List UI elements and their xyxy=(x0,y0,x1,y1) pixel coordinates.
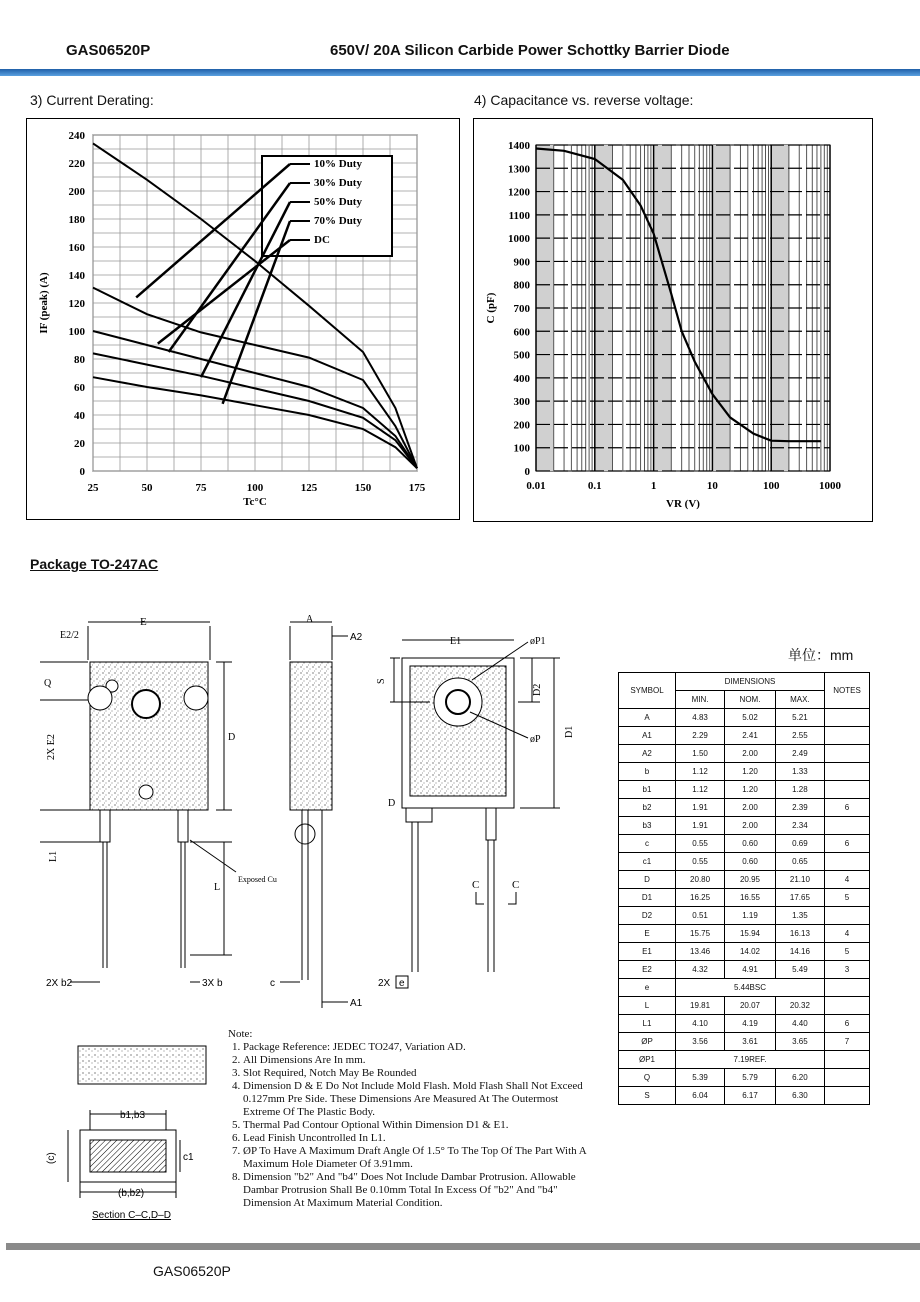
cell-min: 0.55 xyxy=(676,835,725,853)
cell-nom: 1.20 xyxy=(725,763,776,781)
cell-symbol: b2 xyxy=(619,799,676,817)
x-tick-label: 25 xyxy=(87,482,99,494)
cell-nom: 3.61 xyxy=(725,1033,776,1051)
table-row xyxy=(619,799,870,817)
th-symbol: SYMBOL xyxy=(619,673,676,709)
label-Q: Q xyxy=(44,678,52,689)
capacitance-chart xyxy=(474,119,872,521)
label-phiP1: øP1 xyxy=(530,636,546,647)
cell-nom: 16.55 xyxy=(725,889,776,907)
cell-min: 20.80 xyxy=(676,871,725,889)
cell-note xyxy=(825,763,870,781)
cell-min: 13.46 xyxy=(676,943,725,961)
cell-max: 5.49 xyxy=(775,961,824,979)
y-tick-label: 1000 xyxy=(508,233,530,246)
label-b1-b3: b1,b3 xyxy=(120,1110,146,1121)
inner-hole xyxy=(446,690,470,714)
cell-nom: 15.94 xyxy=(725,925,776,943)
cell-symbol: b3 xyxy=(619,817,676,835)
cell-min: 15.75 xyxy=(676,925,725,943)
cell-symbol: c1 xyxy=(619,853,676,871)
cell-symbol: ØP1 xyxy=(619,1051,676,1069)
x-axis-label: Tc°C xyxy=(243,496,267,508)
cell-max: 17.65 xyxy=(775,889,824,907)
table-row xyxy=(619,907,870,925)
cell-symbol: E1 xyxy=(619,943,676,961)
label-2x-b2: 2X b2 xyxy=(46,978,73,989)
cell-nom: 14.02 xyxy=(725,943,776,961)
cell-note: 5 xyxy=(825,889,870,907)
label-S: S xyxy=(376,678,387,684)
y-tick-label: 1400 xyxy=(508,140,530,152)
label-b-b2: (b,b2) xyxy=(118,1188,145,1199)
label-E: E xyxy=(140,616,147,628)
cell-note: 4 xyxy=(825,871,870,889)
cell-min: 4.32 xyxy=(676,961,725,979)
table-row xyxy=(619,1033,870,1051)
cell-max: 6.30 xyxy=(775,1087,824,1105)
cell-note xyxy=(825,997,870,1015)
front-view xyxy=(40,622,236,982)
cell-symbol: S xyxy=(619,1087,676,1105)
y-tick-label: 120 xyxy=(68,298,85,310)
table-row xyxy=(619,979,870,997)
cell-nom: 1.19 xyxy=(725,907,776,925)
y-tick-label: 700 xyxy=(513,303,530,315)
derating-section-label: 3) Current Derating: xyxy=(30,92,154,108)
y-tick-label: 100 xyxy=(513,442,530,455)
cell-symbol: c xyxy=(619,835,676,853)
note-item: 3. Slot Required, Notch May Be Rounded xyxy=(243,1067,588,1080)
label-phiP: øP xyxy=(530,734,541,745)
section-hatch xyxy=(90,1140,166,1172)
lead-left-shoulder xyxy=(100,810,110,842)
cell-max: 16.13 xyxy=(775,925,824,943)
cell-note xyxy=(825,979,870,997)
x-tick-label: 75 xyxy=(195,482,207,494)
x-tick-label: 50 xyxy=(141,482,153,494)
cell-nom: 0.60 xyxy=(725,835,776,853)
table-row xyxy=(619,781,870,799)
table-row xyxy=(619,817,870,835)
label-A2: A2 xyxy=(350,632,363,643)
cell-min: 3.56 xyxy=(676,1033,725,1051)
derating-chart-frame xyxy=(26,118,460,520)
y-tick-label: 180 xyxy=(68,214,85,226)
cell-nom: 2.00 xyxy=(725,745,776,763)
cell-max: 1.28 xyxy=(775,781,824,799)
y-axis-label: C (pF) xyxy=(485,292,497,324)
cell-nom: 4.19 xyxy=(725,1015,776,1033)
table-row xyxy=(619,727,870,745)
cell-nom: 2.41 xyxy=(725,727,776,745)
cell-max: 2.49 xyxy=(775,745,824,763)
cell-symbol: L xyxy=(619,997,676,1015)
x-tick-label: 10 xyxy=(706,480,718,492)
x-tick-label: 125 xyxy=(300,482,318,494)
y-tick-label: 0 xyxy=(524,466,530,478)
note-item: 6. Lead Finish Uncontrolled In L1. xyxy=(243,1132,588,1145)
label-C-right: C xyxy=(512,879,520,891)
x-tick-label: 175 xyxy=(408,482,426,494)
x-tick-label: 0.1 xyxy=(587,480,602,492)
table-row xyxy=(619,1069,870,1087)
table-row xyxy=(619,889,870,907)
cell-min: 1.91 xyxy=(676,817,725,835)
y-tick-label: 140 xyxy=(68,270,85,282)
cell-min: 4.83 xyxy=(676,709,725,727)
side-view xyxy=(280,622,348,1008)
label-D-view: D xyxy=(388,798,396,809)
note-item: 1. Package Reference: JEDEC TO247, Variation AD. xyxy=(243,1041,588,1054)
label-A: A xyxy=(306,614,314,625)
cell-note xyxy=(825,745,870,763)
cell-note xyxy=(825,781,870,799)
label-C-left: C xyxy=(472,879,480,891)
dimensions-table-body xyxy=(619,709,870,1105)
table-row xyxy=(619,943,870,961)
package-thumbnail xyxy=(78,1046,206,1084)
cell-nom: 6.17 xyxy=(725,1087,776,1105)
table-row xyxy=(619,835,870,853)
cell-max: 2.55 xyxy=(775,727,824,745)
table-row xyxy=(619,1015,870,1033)
derating-chart xyxy=(27,119,459,519)
cell-min: 16.25 xyxy=(676,889,725,907)
y-tick-label: 1100 xyxy=(508,209,530,222)
cell-symbol: A1 xyxy=(619,727,676,745)
cell-note xyxy=(825,1051,870,1069)
footer-part-number: GAS06520P xyxy=(153,1263,231,1279)
y-tick-label: 400 xyxy=(513,372,530,385)
cell-symbol: E2 xyxy=(619,961,676,979)
y-tick-label: 20 xyxy=(74,438,85,450)
cell-symbol: e xyxy=(619,979,676,997)
cell-max: 0.69 xyxy=(775,835,824,853)
cell-max: 3.65 xyxy=(775,1033,824,1051)
cell-nom: 5.79 xyxy=(725,1069,776,1087)
cell-min: 2.29 xyxy=(676,727,725,745)
cell-nom: 2.00 xyxy=(725,817,776,835)
cell-max: 6.20 xyxy=(775,1069,824,1087)
th-max: MAX. xyxy=(775,691,824,709)
note-item: 7. ØP To Have A Maximum Draft Angle Of 1.5° To The Top Of The Part With A Maximum Hole Diameter Of 3.91mm. xyxy=(243,1145,588,1171)
y-axis-label: IF (peak) (A) xyxy=(38,272,50,334)
y-tick-label: 600 xyxy=(513,326,530,339)
label-D: D xyxy=(228,732,236,743)
y-tick-label: 300 xyxy=(513,396,530,409)
y-tick-label: 100 xyxy=(68,326,85,338)
cell-symbol: b xyxy=(619,763,676,781)
label-D1: D1 xyxy=(564,725,575,738)
cell-symbol: ØP xyxy=(619,1033,676,1051)
cell-min: 0.55 xyxy=(676,853,725,871)
table-row xyxy=(619,871,870,889)
back-tab-left xyxy=(406,808,432,822)
exposed-cu-circle xyxy=(295,824,315,844)
cell-symbol: E xyxy=(619,925,676,943)
note-item: 4. Dimension D & E Do Not Include Mold Flash. Mold Flash Shall Not Exceed 0.127mm Pre Side. These Dimensions Are Measured At The Outermost Extreme Of The Plastic Body. xyxy=(243,1080,588,1119)
table-row xyxy=(619,853,870,871)
y-tick-label: 1200 xyxy=(508,186,530,199)
label-c: c xyxy=(270,978,275,989)
dimensions-table xyxy=(618,672,870,1105)
label-A1: A1 xyxy=(350,998,363,1009)
cell-min: 1.50 xyxy=(676,745,725,763)
cell-symbol: D2 xyxy=(619,907,676,925)
note-item: 8. Dimension "b2" And "b4" Does Not Include Dambar Protrusion. Allowable Dambar Protrusion Shall Be 0.10mm Total In Excess Of "b2" And "b4" Dimension At Maximum Material Condition. xyxy=(243,1171,588,1210)
table-row xyxy=(619,925,870,943)
package-drawing xyxy=(0,600,610,1020)
y-tick-label: 160 xyxy=(68,242,85,254)
mounting-hole xyxy=(132,690,160,718)
y-tick-label: 200 xyxy=(68,186,85,198)
cell-note: 6 xyxy=(825,799,870,817)
cell-symbol: A2 xyxy=(619,745,676,763)
cell-note xyxy=(825,1087,870,1105)
cell-min: 1.12 xyxy=(676,781,725,799)
y-tick-label: 500 xyxy=(513,349,530,362)
capacitance-chart-frame xyxy=(473,118,873,522)
package-title: Package TO-247AC xyxy=(30,556,159,572)
table-row xyxy=(619,961,870,979)
table-row xyxy=(619,709,870,727)
cell-max: 0.65 xyxy=(775,853,824,871)
header-part-number: GAS06520P xyxy=(66,42,151,59)
ejector-mark xyxy=(139,785,153,799)
footer-rule xyxy=(6,1243,920,1250)
cell-symbol: Q xyxy=(619,1069,676,1087)
legend-entry: 10% Duty xyxy=(314,158,362,170)
cell-note: 4 xyxy=(825,925,870,943)
table-row xyxy=(619,1087,870,1105)
cell-note xyxy=(825,907,870,925)
cell-max: 2.39 xyxy=(775,799,824,817)
cell-nom: 0.60 xyxy=(725,853,776,871)
cell-symbol: D xyxy=(619,871,676,889)
x-tick-label: 150 xyxy=(354,482,372,494)
th-notes: NOTES xyxy=(825,673,870,709)
cell-max: 5.21 xyxy=(775,709,824,727)
label-E2-over-2: E2/2 xyxy=(60,630,79,641)
y-tick-label: 200 xyxy=(513,419,530,432)
lead-right-shoulder xyxy=(178,810,188,842)
cell-max: 2.34 xyxy=(775,817,824,835)
x-tick-label: 0.01 xyxy=(526,480,546,492)
back-lead-right-shoulder xyxy=(486,808,496,840)
notes-title: Note: xyxy=(228,1028,253,1040)
y-tick-label: 0 xyxy=(79,466,85,478)
legend-entry: DC xyxy=(314,234,330,246)
cell-note: 5 xyxy=(825,943,870,961)
header-title: 650V/ 20A Silicon Carbide Power Schottky Barrier Diode xyxy=(330,42,730,59)
legend-entry: 70% Duty xyxy=(314,215,362,227)
cell-max: 4.40 xyxy=(775,1015,824,1033)
cell-max: 1.35 xyxy=(775,907,824,925)
notes-list xyxy=(228,1041,588,1210)
cell-symbol: L1 xyxy=(619,1015,676,1033)
label-L1: L1 xyxy=(48,850,59,862)
cell-note: 6 xyxy=(825,1015,870,1033)
cell-min: 6.04 xyxy=(676,1087,725,1105)
cell-nom: 2.00 xyxy=(725,799,776,817)
x-tick-label: 1 xyxy=(650,480,657,492)
x-tick-label: 100 xyxy=(246,482,264,494)
x-tick-label: 100 xyxy=(762,480,780,492)
side-body xyxy=(290,662,332,810)
cell-max: 1.33 xyxy=(775,763,824,781)
label-e: e xyxy=(399,978,405,989)
cell-note xyxy=(825,853,870,871)
legend-entry: 50% Duty xyxy=(314,196,362,208)
cell-merged: 7.19REF. xyxy=(676,1051,825,1069)
cell-min: 0.51 xyxy=(676,907,725,925)
cell-max: 20.32 xyxy=(775,997,824,1015)
cell-nom: 20.07 xyxy=(725,997,776,1015)
y-tick-label: 220 xyxy=(68,158,85,170)
table-row xyxy=(619,745,870,763)
cell-note: 6 xyxy=(825,835,870,853)
cell-symbol: D1 xyxy=(619,889,676,907)
cell-note xyxy=(825,727,870,745)
table-row xyxy=(619,763,870,781)
capacitance-section-label: 4) Capacitance vs. reverse voltage: xyxy=(474,92,694,108)
cell-max: 14.16 xyxy=(775,943,824,961)
label-c1: c1 xyxy=(183,1152,194,1163)
cell-min: 19.81 xyxy=(676,997,725,1015)
cell-nom: 4.91 xyxy=(725,961,776,979)
th-dimensions: DIMENSIONS xyxy=(676,673,825,691)
x-tick-label: 1000 xyxy=(819,480,841,492)
right-slot xyxy=(184,686,208,710)
y-tick-label: 60 xyxy=(74,382,85,394)
th-nom: NOM. xyxy=(725,691,776,709)
left-slot xyxy=(88,686,112,710)
section-drawing xyxy=(40,1030,240,1230)
label-2x: 2X xyxy=(378,978,391,989)
table-row xyxy=(619,1051,870,1069)
label-L: L xyxy=(214,882,221,893)
cell-note: 3 xyxy=(825,961,870,979)
label-D2: D2 xyxy=(532,683,543,696)
cell-nom: 20.95 xyxy=(725,871,776,889)
note-item: 2. All Dimensions Are In mm. xyxy=(243,1054,588,1067)
y-tick-label: 900 xyxy=(513,256,530,269)
cell-symbol: b1 xyxy=(619,781,676,799)
y-tick-label: 240 xyxy=(68,130,85,142)
label-E1: E1 xyxy=(450,636,462,647)
cell-min: 1.12 xyxy=(676,763,725,781)
x-axis-label: VR (V) xyxy=(666,498,700,510)
cell-nom: 5.02 xyxy=(725,709,776,727)
cell-min: 5.39 xyxy=(676,1069,725,1087)
cell-min: 1.91 xyxy=(676,799,725,817)
th-min: MIN. xyxy=(676,691,725,709)
header-rule xyxy=(0,69,920,76)
cell-note: 7 xyxy=(825,1033,870,1051)
notes-block xyxy=(228,1028,588,1210)
cell-note xyxy=(825,817,870,835)
y-tick-label: 40 xyxy=(74,410,85,422)
table-row xyxy=(619,997,870,1015)
cell-merged: 5.44BSC xyxy=(676,979,825,997)
cell-max: 21.10 xyxy=(775,871,824,889)
y-tick-label: 800 xyxy=(513,279,530,292)
cell-note xyxy=(825,709,870,727)
legend-entry: 30% Duty xyxy=(314,177,362,189)
label-c-paren: (c) xyxy=(46,1152,57,1164)
label-2x-E2: 2X E2 xyxy=(46,734,57,760)
cell-note xyxy=(825,1069,870,1087)
label-3x-b: 3X b xyxy=(202,978,223,989)
cell-nom: 1.20 xyxy=(725,781,776,799)
section-caption: Section C–C,D–D xyxy=(92,1210,171,1221)
note-item: 5. Thermal Pad Contour Optional Within Dimension D1 & E1. xyxy=(243,1119,588,1132)
unit-label: 单位：mm xyxy=(788,647,854,663)
y-tick-label: 1300 xyxy=(508,163,530,176)
cell-min: 4.10 xyxy=(676,1015,725,1033)
label-exposed-cu: Exposed Cu xyxy=(238,875,277,884)
y-tick-label: 80 xyxy=(74,354,85,366)
cell-symbol: A xyxy=(619,709,676,727)
